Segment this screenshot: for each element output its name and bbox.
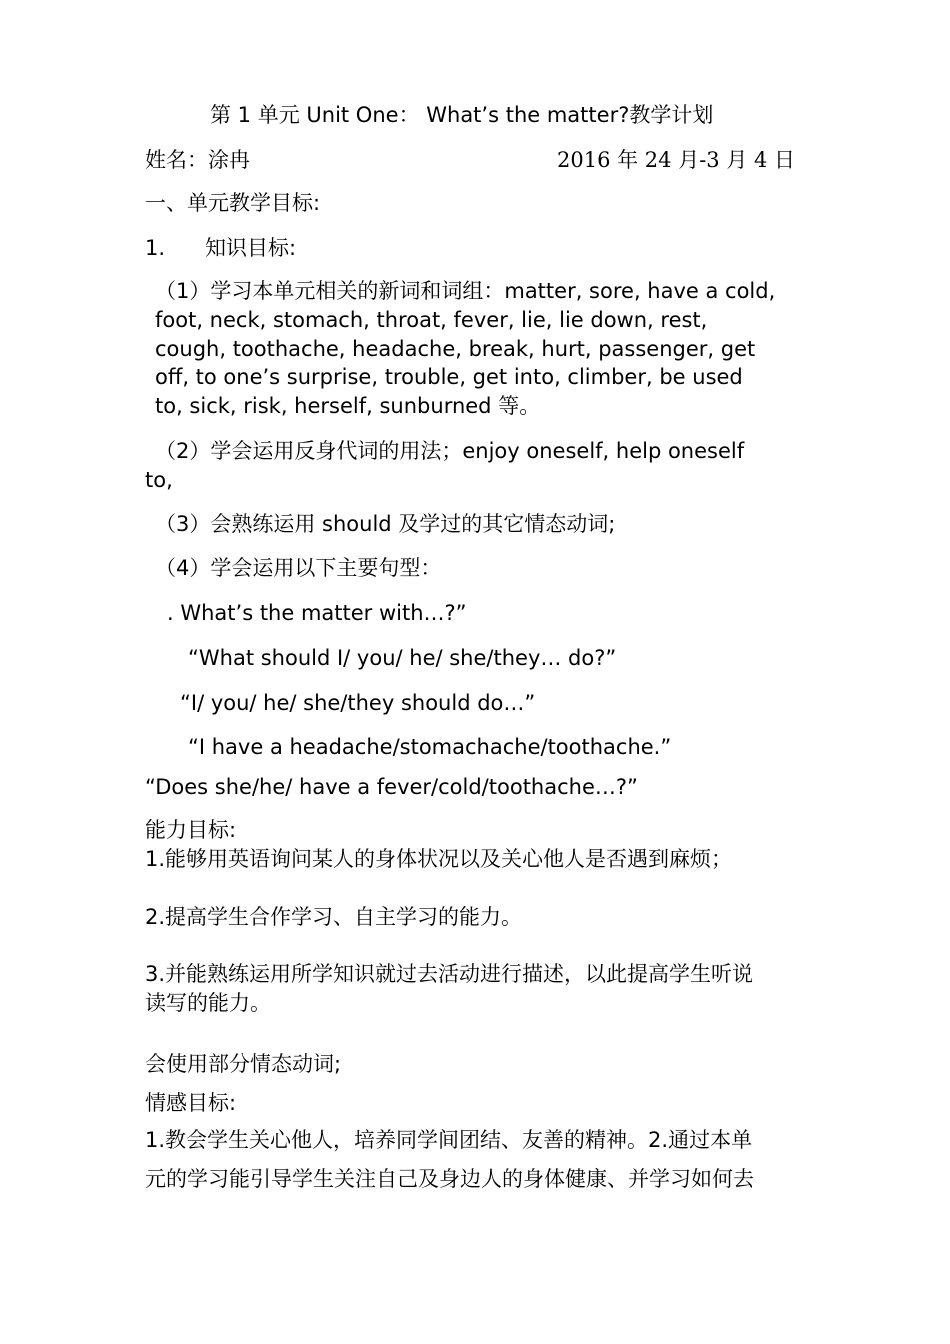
sentence-pattern-3: “I/ you/ he/ she/they should do…” xyxy=(180,691,536,715)
emotion-heading: 情感目标: xyxy=(145,1091,237,1115)
ability-heading: 能力目标: xyxy=(145,818,237,842)
ability-item-2: 2.提高学生合作学习、自主学习的能力。 xyxy=(145,905,523,929)
item4: （4）学会运用以下主要句型： xyxy=(155,556,442,580)
item1-line-2: foot, neck, stomach, throat, fever, lie, lie down, rest, xyxy=(155,308,708,332)
emotion-line-2: 元的学习能引导学生关注自己及身边人的身体健康、并学习如何去 xyxy=(145,1167,754,1191)
author-name: 姓名：涂冉 xyxy=(145,148,250,172)
item1-line-4: off, to one’s surprise, trouble, get into, climber, be used xyxy=(155,365,743,389)
item1-line-3: cough, toothache, headache, break, hurt, passenger, get xyxy=(155,337,756,361)
knowledge-heading-number: 1. xyxy=(145,236,166,260)
item2-line-1: （2）学会运用反身代词的用法；enjoy oneself, help oneself xyxy=(155,439,745,463)
ability-item-3-line-1: 3.并能熟练运用所学知识就过去活动进行描述，以此提高学生听说 xyxy=(145,962,754,986)
page-title: 第 1 单元 Unit One： What’s the matter?教学计划 xyxy=(210,103,714,127)
date-range: 2016 年 24 月-3 月 4 日 xyxy=(557,148,796,172)
sentence-pattern-2: “What should I/ you/ he/ she/they… do?” xyxy=(188,646,617,670)
ability-item-3-line-2: 读写的能力。 xyxy=(145,991,271,1015)
item1-line-5: to, sick, risk, herself, sunburned 等。 xyxy=(155,394,541,418)
item3: （3）会熟练运用 should 及学过的其它情态动词; xyxy=(155,512,616,536)
item1-line-1: （1）学习本单元相关的新词和词组：matter, sore, have a cold, xyxy=(155,279,776,303)
modal-verbs-line: 会使用部分情态动词; xyxy=(145,1052,342,1076)
sentence-pattern-5: “Does she/he/ have a fever/cold/toothache…?” xyxy=(145,775,638,799)
sentence-pattern-4: “I have a headache/stomachache/toothache.” xyxy=(188,735,672,759)
sentence-pattern-1: . What’s the matter with…?” xyxy=(167,601,467,625)
knowledge-heading: 知识目标: xyxy=(205,236,297,260)
item2-line-2: to, xyxy=(145,468,173,492)
ability-item-1: 1.能够用英语询问某人的身体状况以及关心他人是否遇到麻烦； xyxy=(145,847,733,871)
section-heading-goals: 一、单元教学目标: xyxy=(145,191,321,215)
emotion-line-1: 1.教会学生关心他人，培养同学间团结、友善的精神。2.通过本单 xyxy=(145,1128,753,1152)
